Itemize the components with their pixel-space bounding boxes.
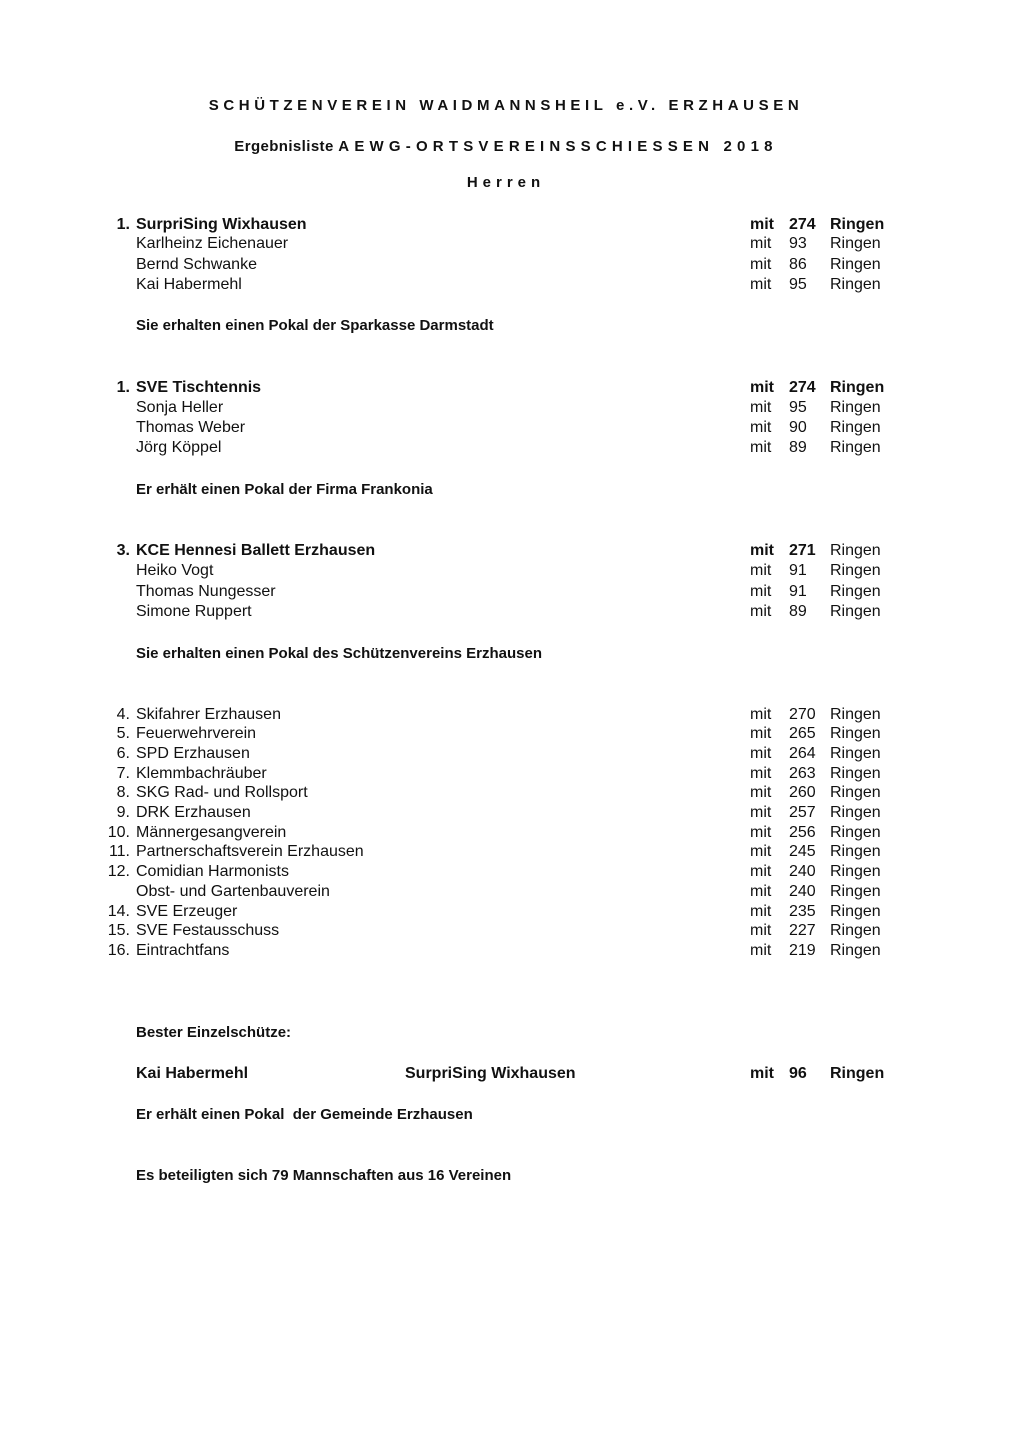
unit-label: Ringen: [830, 1065, 885, 1082]
member-row: [0, 418, 1012, 438]
ranking-rank: 9.: [116, 804, 130, 821]
ranking-rank: 4.: [116, 706, 130, 723]
mit-label: mit: [750, 235, 772, 252]
ranking-rank: 8.: [116, 784, 130, 801]
team-row: [0, 215, 1012, 235]
member-row: [0, 582, 1012, 602]
member-points: 89: [789, 603, 807, 620]
ranking-points: 235: [789, 903, 816, 920]
ranking-rank: 7.: [116, 765, 130, 782]
team-name: KCE Hennesi Ballett Erzhausen: [136, 542, 376, 559]
mit-label: mit: [750, 824, 772, 841]
ranking-points: 260: [789, 784, 816, 801]
ranking-row: [0, 941, 1012, 961]
ranking-points: 240: [789, 863, 816, 880]
mit-label: mit: [750, 276, 772, 293]
ranking-rank: 10.: [107, 824, 130, 841]
mit-label: mit: [750, 256, 772, 273]
ranking-points: 270: [789, 706, 816, 723]
unit-label: Ringen: [830, 379, 885, 396]
mit-label: mit: [750, 745, 772, 762]
member-name: Kai Habermehl: [136, 276, 242, 293]
event-subtitle: [0, 138, 1012, 155]
ranking-name: SPD Erzhausen: [136, 745, 250, 762]
member-points: 93: [789, 235, 807, 252]
member-row: [0, 255, 1012, 275]
unit-label: Ringen: [830, 942, 881, 959]
mit-label: mit: [750, 216, 774, 233]
member-points: 86: [789, 256, 807, 273]
member-row: [0, 398, 1012, 418]
mit-label: mit: [750, 399, 772, 416]
mit-label: mit: [750, 603, 772, 620]
mit-label: mit: [750, 379, 774, 396]
unit-label: Ringen: [830, 399, 881, 416]
ranking-points: 264: [789, 745, 816, 762]
unit-label: Ringen: [830, 603, 881, 620]
ranking-rank: 6.: [116, 745, 130, 762]
ranking-rank: 14.: [107, 903, 130, 920]
ranking-points: 240: [789, 883, 816, 900]
participation-summary: Es beteiligten sich 79 Mannschaften aus 16 Vereinen: [136, 1167, 512, 1184]
mit-label: mit: [750, 419, 772, 436]
ranking-row: [0, 862, 1012, 882]
subtitle-prefix: Ergebnisliste: [234, 138, 334, 155]
member-name: Thomas Weber: [136, 419, 246, 436]
member-name: Jörg Köppel: [136, 439, 222, 456]
unit-label: Ringen: [830, 583, 881, 600]
ranking-points: 245: [789, 843, 816, 860]
ranking-name: SVE Erzeuger: [136, 903, 238, 920]
category-heading: Herren: [466, 174, 546, 191]
member-name: Heiko Vogt: [136, 562, 214, 579]
ranking-name: Partnerschaftsverein Erzhausen: [136, 843, 364, 860]
member-points: 91: [789, 562, 807, 579]
team-name: SurpriSing Wixhausen: [136, 216, 307, 233]
unit-label: Ringen: [830, 706, 881, 723]
member-row: [0, 438, 1012, 458]
mit-label: mit: [750, 1065, 774, 1082]
member-name: Karlheinz Eichenauer: [136, 235, 289, 252]
club-title: SCHÜTZENVEREIN WAIDMANNSHEIL e.V. ERZHAUSEN: [208, 97, 804, 114]
mit-label: mit: [750, 725, 772, 742]
member-points: 95: [789, 276, 807, 293]
mit-label: mit: [750, 863, 772, 880]
ranking-name: Eintrachtfans: [136, 942, 230, 959]
mit-label: mit: [750, 883, 772, 900]
ranking-points: 263: [789, 765, 816, 782]
ranking-name: SKG Rad- und Rollsport: [136, 784, 308, 801]
prize-note: Er erhält einen Pokal der Gemeinde Erzhausen: [136, 1106, 473, 1123]
ranking-points: 256: [789, 824, 816, 841]
member-name: Bernd Schwanke: [136, 256, 257, 273]
ranking-name: Comidian Harmonists: [136, 863, 289, 880]
member-name: Sonja Heller: [136, 399, 224, 416]
member-name: Thomas Nungesser: [136, 583, 276, 600]
unit-label: Ringen: [830, 216, 885, 233]
ranking-row: [0, 842, 1012, 862]
mit-label: mit: [750, 903, 772, 920]
ranking-name: SVE Festausschuss: [136, 922, 280, 939]
mit-label: mit: [750, 843, 772, 860]
member-points: 91: [789, 583, 807, 600]
ranking-points: 257: [789, 804, 816, 821]
ranking-row: [0, 705, 1012, 725]
unit-label: Ringen: [830, 256, 881, 273]
unit-label: Ringen: [830, 903, 881, 920]
mit-label: mit: [750, 765, 772, 782]
ranking-points: 219: [789, 942, 816, 959]
unit-label: Ringen: [830, 922, 881, 939]
mit-label: mit: [750, 784, 772, 801]
ranking-rank: 15.: [107, 922, 130, 939]
prize-note: Er erhält einen Pokal der Firma Frankonia: [136, 481, 433, 498]
unit-label: Ringen: [830, 439, 881, 456]
member-row: [0, 234, 1012, 254]
ranking-name: Skifahrer Erzhausen: [136, 706, 281, 723]
team-points: 271: [789, 542, 816, 559]
team-rank: 1.: [116, 216, 130, 233]
unit-label: Ringen: [830, 276, 881, 293]
best-shooter-name: Kai Habermehl: [136, 1065, 249, 1082]
ranking-rank: 12.: [107, 863, 130, 880]
best-shooter-club: SurpriSing Wixhausen: [405, 1065, 576, 1082]
ranking-rank: 5.: [116, 725, 130, 742]
ranking-row: [0, 882, 1012, 902]
mit-label: mit: [750, 583, 772, 600]
mit-label: mit: [750, 804, 772, 821]
mit-label: mit: [750, 706, 772, 723]
ranking-name: DRK Erzhausen: [136, 804, 251, 821]
ranking-row: [0, 783, 1012, 803]
ranking-name: Klemmbachräuber: [136, 765, 267, 782]
team-rank: 1.: [116, 379, 130, 396]
team-row: [0, 378, 1012, 398]
ranking-name: Feuerwehrverein: [136, 725, 257, 742]
ranking-rank: 11.: [108, 843, 130, 860]
unit-label: Ringen: [830, 765, 881, 782]
member-points: 95: [789, 399, 807, 416]
team-name: SVE Tischtennis: [136, 379, 262, 396]
mit-label: mit: [750, 942, 772, 959]
member-row: [0, 561, 1012, 581]
mit-label: mit: [750, 562, 772, 579]
ranking-name: Männergesangverein: [136, 824, 287, 841]
team-points: 274: [789, 379, 816, 396]
ranking-row: [0, 921, 1012, 941]
team-rank: 3.: [116, 542, 130, 559]
unit-label: Ringen: [830, 235, 881, 252]
ranking-row: [0, 764, 1012, 784]
best-shooter-row: [0, 1064, 1012, 1084]
member-name: Simone Ruppert: [136, 603, 252, 620]
member-points: 90: [789, 419, 807, 436]
ranking-row: [0, 823, 1012, 843]
unit-label: Ringen: [830, 419, 881, 436]
subtitle-event: AEWG-ORTSVEREINSSCHIESSEN 2018: [338, 138, 778, 155]
unit-label: Ringen: [830, 725, 881, 742]
prize-note: Sie erhalten einen Pokal der Sparkasse Darmstadt: [136, 317, 494, 334]
unit-label: Ringen: [830, 562, 881, 579]
ranking-row: [0, 744, 1012, 764]
team-points: 274: [789, 216, 816, 233]
ranking-name: Obst- und Gartenbauverein: [136, 883, 330, 900]
unit-label: Ringen: [830, 542, 881, 559]
unit-label: Ringen: [830, 745, 881, 762]
best-shooter-points: 96: [789, 1065, 807, 1082]
member-row: [0, 275, 1012, 295]
unit-label: Ringen: [830, 863, 881, 880]
unit-label: Ringen: [830, 804, 881, 821]
mit-label: mit: [750, 439, 772, 456]
ranking-rank: 16.: [107, 942, 130, 959]
ranking-points: 227: [789, 922, 816, 939]
ranking-row: [0, 803, 1012, 823]
team-row: [0, 541, 1012, 561]
member-row: [0, 602, 1012, 622]
ranking-row: [0, 902, 1012, 922]
unit-label: Ringen: [830, 824, 881, 841]
ranking-points: 265: [789, 725, 816, 742]
mit-label: mit: [750, 542, 774, 559]
unit-label: Ringen: [830, 784, 881, 801]
mit-label: mit: [750, 922, 772, 939]
best-shooter-heading: Bester Einzelschütze:: [136, 1024, 292, 1041]
unit-label: Ringen: [830, 883, 881, 900]
ranking-row: [0, 724, 1012, 744]
prize-note: Sie erhalten einen Pokal des Schützenvereins Erzhausen: [136, 645, 542, 662]
unit-label: Ringen: [830, 843, 881, 860]
member-points: 89: [789, 439, 807, 456]
